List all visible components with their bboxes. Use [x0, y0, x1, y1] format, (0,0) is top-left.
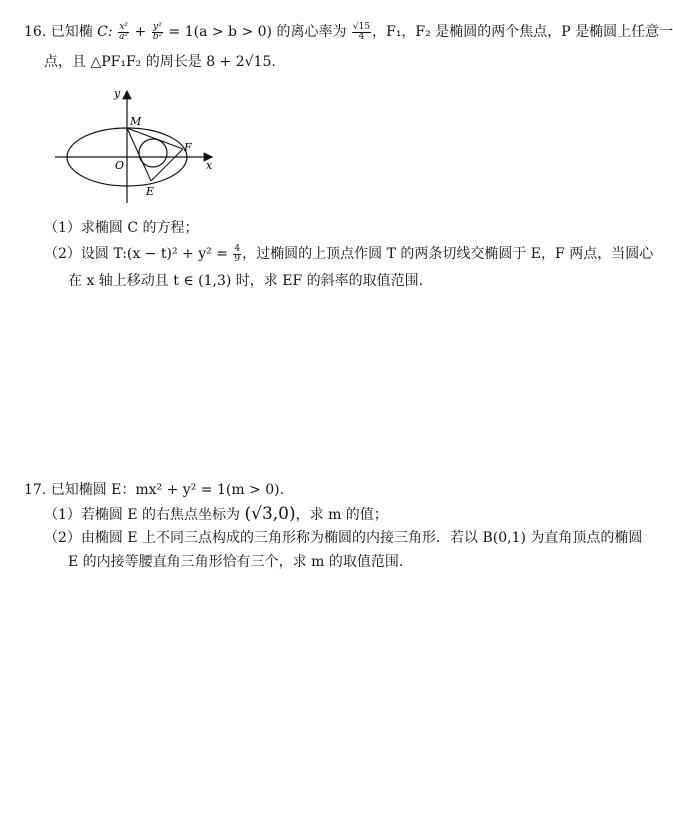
q17-part1: （1）若椭圆 E 的右焦点坐标为 (√3,0)，求 m 的值； — [44, 504, 388, 524]
label-m: M — [130, 115, 142, 128]
q16-part2-line2: 在 x 轴上移动且 t ∈ (1,3) 时，求 EF 的斜率的取值范围. — [68, 273, 424, 289]
q16-eccentricity-frac: $\frac{√15}{4}$ — [352, 21, 371, 42]
q16-line1: 16. 已知椭 C: $\frac{\text{x²}}{\text{a²}}$ + $\frac{\text{y²}}{\text{b²}}$ = 1(a > b > 0) 的离心率为 $\frac{√15}{4}$ ，F₁，F₂ 是椭圆的两个焦点，P 是椭圆上任意一 — [24, 21, 673, 42]
q16-intro: 已知椭 — [50, 24, 93, 40]
q17-part2-line1: （2）由椭圆 E 上不同三点构成的三角形称为椭圆的内接三角形．若以 B(0,1) 为直角顶点的椭圆 — [44, 530, 643, 546]
q16-frac-x: $\frac{\text{x²}}{\text{a²}}$ — [119, 21, 129, 42]
label-f: F — [184, 141, 192, 154]
label-y: y — [114, 87, 121, 100]
q17-part2-line2: E 的内接等腰直角三角形恰有三个，求 m 的取值范围. — [68, 554, 404, 570]
q16-ellipse-name: C: — [97, 24, 113, 40]
q16-frac-y: $\frac{\text{y²}}{\text{b²}}$ — [152, 21, 163, 42]
label-o: O — [115, 159, 125, 172]
ellipse-figure — [50, 85, 240, 205]
q16-part1: （1）求椭圆 C 的方程； — [44, 220, 199, 236]
q17-line1: 17. 已知椭圆 E：mx² + y² = 1(m > 0). — [24, 482, 285, 498]
q16-foci-text: ，F₁，F₂ 是椭圆的两个焦点，P 是椭圆上任意一 — [372, 24, 673, 40]
q16-ecc-text: 的离心率为 — [276, 24, 347, 40]
q16-equation-condition: = 1(a > b > 0) — [168, 24, 273, 40]
q16-part2-frac: $\frac{4}{9}$ — [234, 243, 241, 264]
q16-number: 16. — [24, 24, 47, 40]
label-e: E — [146, 185, 155, 198]
q16-line2: 点，且 △PF₁F₂ 的周长是 8 + 2√15. — [44, 54, 276, 70]
q17-focus-coordinate: (√3,0) — [244, 504, 296, 524]
label-x: x — [206, 159, 213, 172]
q16-part2-line1: （2）设圆 T:(x − t)² + y² = $\frac{4}{9}$ ，过椭圆的上顶点作圆 T 的两条切线交椭圆于 E，F 两点，当圆心 — [44, 243, 654, 264]
